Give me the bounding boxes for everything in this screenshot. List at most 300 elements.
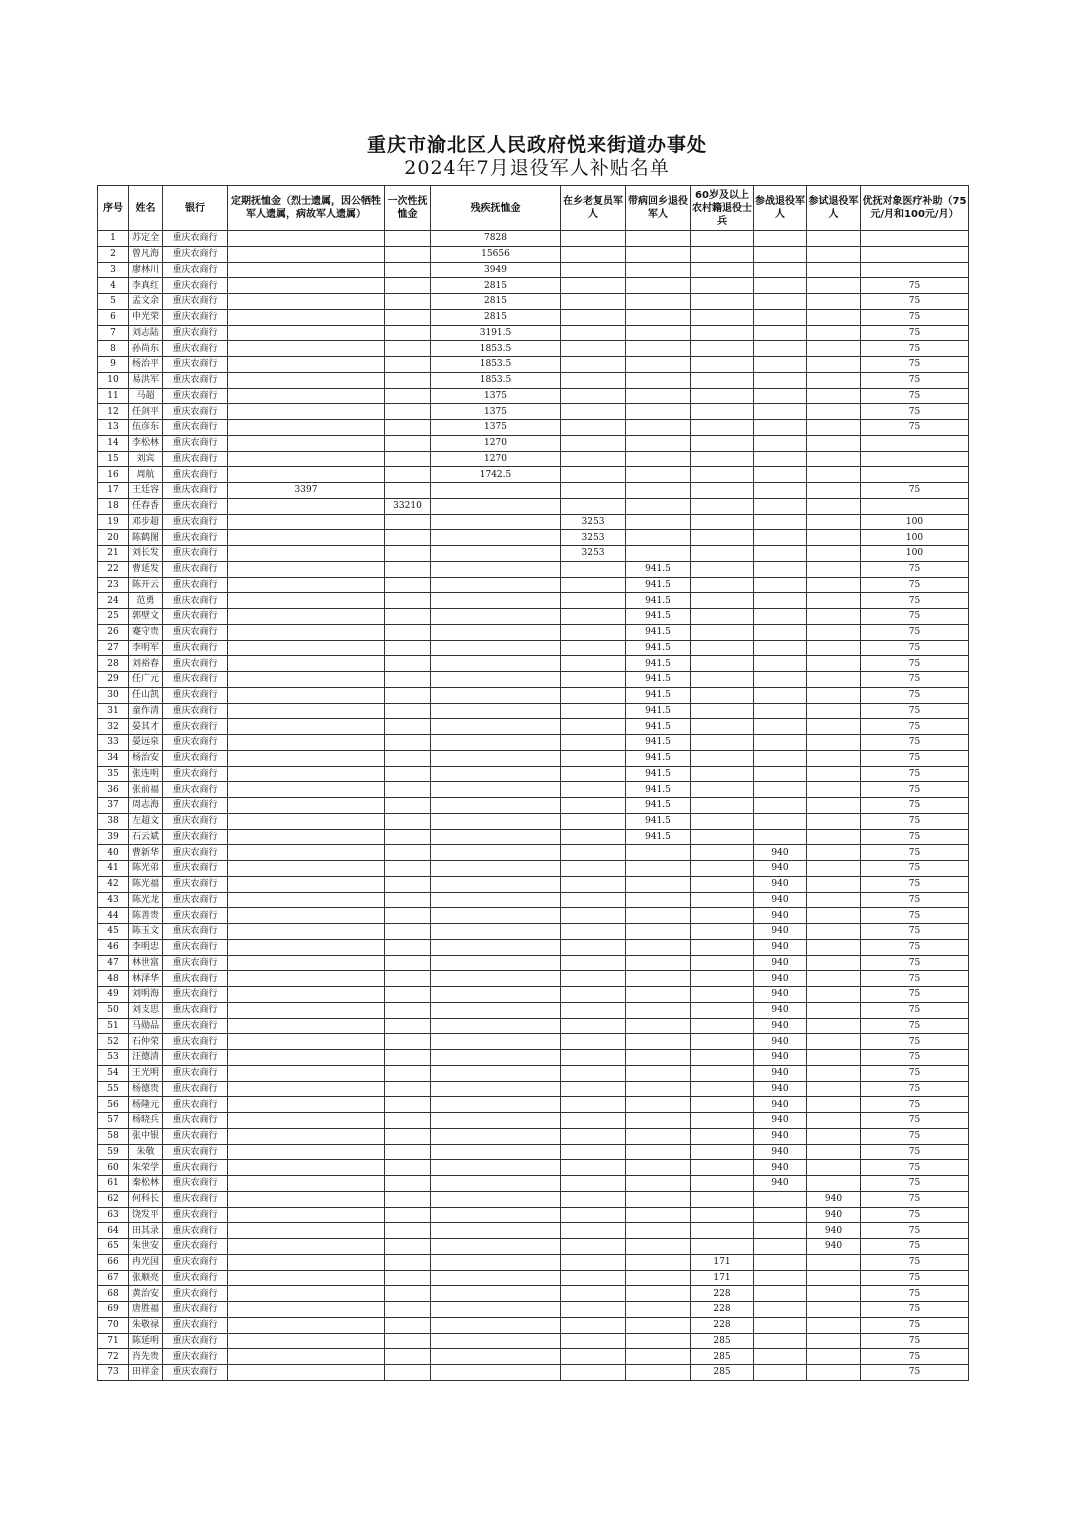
cell-medical-subsidy: 75 [861, 1144, 969, 1160]
cell-rural-veteran [561, 357, 626, 373]
cell-test-veteran [807, 987, 861, 1003]
cell-lump-sum-pension [385, 1176, 431, 1192]
cell-name: 陈光龙 [129, 892, 163, 908]
cell-bank: 重庆农商行 [163, 624, 228, 640]
cell-test-veteran [807, 231, 861, 247]
cell-disability-pension [431, 593, 561, 609]
table-row [98, 1097, 969, 1113]
table-row [98, 1191, 969, 1207]
cell-disability-pension [431, 640, 561, 656]
cell-disability-pension [431, 1113, 561, 1129]
cell-periodic-pension [228, 262, 385, 278]
cell-bank: 重庆农商行 [163, 719, 228, 735]
cell-medical-subsidy [861, 467, 969, 483]
cell-medical-subsidy: 75 [861, 861, 969, 877]
cell-combat-veteran: 940 [754, 876, 807, 892]
cell-illness-veteran [626, 451, 691, 467]
cell-bank: 重庆农商行 [163, 1365, 228, 1381]
cell-index: 69 [98, 1302, 129, 1318]
header-cell: 姓名 [129, 186, 163, 231]
cell-medical-subsidy: 75 [861, 640, 969, 656]
cell-illness-veteran [626, 514, 691, 530]
table-row [98, 278, 969, 294]
cell-name: 朱世安 [129, 1239, 163, 1255]
cell-bank: 重庆农商行 [163, 1144, 228, 1160]
table-row [98, 703, 969, 719]
table-row [98, 987, 969, 1003]
cell-combat-veteran [754, 420, 807, 436]
cell-disability-pension [431, 1097, 561, 1113]
cell-illness-veteran [626, 1002, 691, 1018]
cell-illness-veteran [626, 987, 691, 1003]
cell-test-veteran [807, 1081, 861, 1097]
cell-index: 51 [98, 1018, 129, 1034]
cell-rural-veteran [561, 1018, 626, 1034]
cell-name: 石云斌 [129, 829, 163, 845]
cell-bank: 重庆农商行 [163, 593, 228, 609]
cell-disability-pension [431, 1333, 561, 1349]
cell-index: 10 [98, 372, 129, 388]
cell-name: 周志海 [129, 798, 163, 814]
cell-combat-veteran: 940 [754, 1034, 807, 1050]
cell-rural-veteran [561, 766, 626, 782]
cell-test-veteran [807, 1018, 861, 1034]
cell-lump-sum-pension [385, 1349, 431, 1365]
cell-test-veteran: 940 [807, 1191, 861, 1207]
cell-periodic-pension [228, 546, 385, 562]
cell-illness-veteran [626, 483, 691, 499]
cell-index: 29 [98, 672, 129, 688]
subsidy-table [97, 185, 969, 1381]
cell-medical-subsidy: 75 [861, 829, 969, 845]
cell-index: 26 [98, 624, 129, 640]
cell-periodic-pension [228, 703, 385, 719]
cell-rural-veteran [561, 341, 626, 357]
cell-periodic-pension [228, 813, 385, 829]
cell-test-veteran [807, 420, 861, 436]
cell-name: 曹新华 [129, 845, 163, 861]
cell-lump-sum-pension [385, 892, 431, 908]
cell-periodic-pension [228, 435, 385, 451]
cell-periodic-pension [228, 656, 385, 672]
cell-index: 52 [98, 1034, 129, 1050]
cell-name: 朱荣学 [129, 1160, 163, 1176]
cell-rural-veteran [561, 987, 626, 1003]
cell-rural-veteran [561, 231, 626, 247]
cell-periodic-pension [228, 1050, 385, 1066]
cell-rural-veteran [561, 262, 626, 278]
cell-illness-veteran [626, 1239, 691, 1255]
cell-illness-veteran [626, 262, 691, 278]
cell-rural-soldier-60plus [691, 687, 754, 703]
cell-index: 38 [98, 813, 129, 829]
cell-illness-veteran [626, 1128, 691, 1144]
table-row [98, 483, 969, 499]
table-row [98, 593, 969, 609]
cell-index: 34 [98, 750, 129, 766]
cell-lump-sum-pension [385, 1081, 431, 1097]
cell-bank: 重庆农商行 [163, 1223, 228, 1239]
cell-bank: 重庆农商行 [163, 1191, 228, 1207]
cell-periodic-pension [228, 1097, 385, 1113]
cell-periodic-pension [228, 1191, 385, 1207]
cell-rural-soldier-60plus [691, 1018, 754, 1034]
cell-disability-pension: 15656 [431, 246, 561, 262]
cell-rural-soldier-60plus [691, 530, 754, 546]
cell-lump-sum-pension [385, 278, 431, 294]
cell-illness-veteran [626, 1176, 691, 1192]
cell-rural-soldier-60plus [691, 278, 754, 294]
cell-disability-pension [431, 1317, 561, 1333]
cell-rural-veteran [561, 1349, 626, 1365]
cell-periodic-pension [228, 372, 385, 388]
cell-test-veteran [807, 372, 861, 388]
cell-illness-veteran: 941.5 [626, 766, 691, 782]
cell-index: 40 [98, 845, 129, 861]
cell-illness-veteran [626, 309, 691, 325]
cell-lump-sum-pension [385, 246, 431, 262]
cell-lump-sum-pension: 33210 [385, 498, 431, 514]
cell-name: 伍彦东 [129, 420, 163, 436]
cell-periodic-pension [228, 1302, 385, 1318]
cell-medical-subsidy: 75 [861, 924, 969, 940]
cell-rural-soldier-60plus: 171 [691, 1270, 754, 1286]
cell-test-veteran [807, 1050, 861, 1066]
cell-periodic-pension [228, 1144, 385, 1160]
cell-name: 刘长发 [129, 546, 163, 562]
cell-disability-pension [431, 1002, 561, 1018]
cell-rural-soldier-60plus: 285 [691, 1333, 754, 1349]
cell-illness-veteran [626, 404, 691, 420]
cell-combat-veteran [754, 829, 807, 845]
cell-bank: 重庆农商行 [163, 876, 228, 892]
cell-lump-sum-pension [385, 325, 431, 341]
cell-lump-sum-pension [385, 908, 431, 924]
cell-index: 9 [98, 357, 129, 373]
cell-illness-veteran [626, 467, 691, 483]
cell-rural-soldier-60plus [691, 1034, 754, 1050]
cell-periodic-pension [228, 687, 385, 703]
cell-disability-pension [431, 703, 561, 719]
cell-periodic-pension [228, 1034, 385, 1050]
cell-medical-subsidy: 75 [861, 325, 969, 341]
cell-rural-veteran [561, 703, 626, 719]
cell-lump-sum-pension [385, 955, 431, 971]
cell-index: 30 [98, 687, 129, 703]
cell-index: 37 [98, 798, 129, 814]
cell-periodic-pension [228, 514, 385, 530]
cell-rural-soldier-60plus [691, 467, 754, 483]
cell-index: 68 [98, 1286, 129, 1302]
cell-name: 马超 [129, 388, 163, 404]
cell-medical-subsidy: 75 [861, 1317, 969, 1333]
cell-bank: 重庆农商行 [163, 1050, 228, 1066]
cell-test-veteran [807, 325, 861, 341]
cell-bank: 重庆农商行 [163, 845, 228, 861]
cell-combat-veteran: 940 [754, 861, 807, 877]
cell-periodic-pension: 3397 [228, 483, 385, 499]
cell-name: 廖林川 [129, 262, 163, 278]
cell-combat-veteran [754, 1317, 807, 1333]
header-cell: 60岁及以上农村籍退役士兵 [691, 186, 754, 231]
cell-periodic-pension [228, 1160, 385, 1176]
cell-illness-veteran [626, 1317, 691, 1333]
cell-bank: 重庆农商行 [163, 325, 228, 341]
cell-rural-veteran [561, 1317, 626, 1333]
cell-name: 王廷容 [129, 483, 163, 499]
cell-lump-sum-pension [385, 294, 431, 310]
cell-name: 杨晓兵 [129, 1113, 163, 1129]
cell-rural-veteran [561, 498, 626, 514]
cell-lump-sum-pension [385, 420, 431, 436]
cell-combat-veteran [754, 1191, 807, 1207]
cell-bank: 重庆农商行 [163, 404, 228, 420]
cell-rural-veteran [561, 246, 626, 262]
cell-index: 35 [98, 766, 129, 782]
cell-rural-veteran [561, 1333, 626, 1349]
cell-name: 孙尚东 [129, 341, 163, 357]
cell-illness-veteran: 941.5 [626, 829, 691, 845]
cell-rural-soldier-60plus [691, 955, 754, 971]
cell-medical-subsidy: 75 [861, 1081, 969, 1097]
cell-name: 秦松林 [129, 1176, 163, 1192]
cell-lump-sum-pension [385, 451, 431, 467]
cell-rural-soldier-60plus [691, 451, 754, 467]
cell-test-veteran [807, 939, 861, 955]
cell-name: 杨治安 [129, 750, 163, 766]
table-row [98, 876, 969, 892]
cell-illness-veteran [626, 278, 691, 294]
cell-lump-sum-pension [385, 798, 431, 814]
table-row [98, 1254, 969, 1270]
cell-lump-sum-pension [385, 750, 431, 766]
cell-bank: 重庆农商行 [163, 750, 228, 766]
cell-name: 任广元 [129, 672, 163, 688]
cell-periodic-pension [228, 498, 385, 514]
cell-index: 7 [98, 325, 129, 341]
cell-test-veteran [807, 1365, 861, 1381]
cell-rural-soldier-60plus [691, 325, 754, 341]
cell-name: 曾凡海 [129, 246, 163, 262]
cell-rural-veteran [561, 813, 626, 829]
cell-disability-pension [431, 656, 561, 672]
cell-combat-veteran [754, 546, 807, 562]
cell-medical-subsidy: 75 [861, 561, 969, 577]
cell-periodic-pension [228, 798, 385, 814]
cell-rural-soldier-60plus: 171 [691, 1254, 754, 1270]
cell-lump-sum-pension [385, 1333, 431, 1349]
cell-illness-veteran [626, 357, 691, 373]
cell-combat-veteran [754, 309, 807, 325]
cell-lump-sum-pension [385, 813, 431, 829]
cell-combat-veteran [754, 1349, 807, 1365]
cell-test-veteran [807, 341, 861, 357]
table-row [98, 1286, 969, 1302]
cell-illness-veteran: 941.5 [626, 577, 691, 593]
cell-medical-subsidy: 75 [861, 1223, 969, 1239]
header-cell: 序号 [98, 186, 129, 231]
cell-disability-pension [431, 1349, 561, 1365]
cell-combat-veteran [754, 703, 807, 719]
cell-test-veteran [807, 955, 861, 971]
cell-bank: 重庆农商行 [163, 388, 228, 404]
cell-disability-pension: 2815 [431, 278, 561, 294]
cell-bank: 重庆农商行 [163, 246, 228, 262]
cell-rural-veteran [561, 1097, 626, 1113]
cell-lump-sum-pension [385, 1113, 431, 1129]
header-cell: 优抚对象医疗补助（75元/月和100元/月） [861, 186, 969, 231]
table-row [98, 798, 969, 814]
cell-medical-subsidy: 75 [861, 1128, 969, 1144]
cell-test-veteran [807, 813, 861, 829]
cell-illness-veteran [626, 971, 691, 987]
cell-lump-sum-pension [385, 262, 431, 278]
document-subtitle: 2024年7月退役军人补贴名单 [404, 157, 670, 179]
document-title: 重庆市渝北区人民政府悦来街道办事处 [366, 134, 707, 156]
table-row [98, 1034, 969, 1050]
cell-index: 4 [98, 278, 129, 294]
cell-lump-sum-pension [385, 1239, 431, 1255]
table-row [98, 609, 969, 625]
cell-test-veteran [807, 908, 861, 924]
cell-medical-subsidy: 75 [861, 1302, 969, 1318]
cell-index: 41 [98, 861, 129, 877]
cell-medical-subsidy: 75 [861, 1050, 969, 1066]
cell-periodic-pension [228, 1270, 385, 1286]
cell-bank: 重庆农商行 [163, 1128, 228, 1144]
cell-disability-pension [431, 719, 561, 735]
cell-periodic-pension [228, 420, 385, 436]
cell-name: 张中银 [129, 1128, 163, 1144]
table-row [98, 404, 969, 420]
cell-combat-veteran [754, 467, 807, 483]
cell-illness-veteran [626, 341, 691, 357]
cell-disability-pension [431, 1160, 561, 1176]
cell-name: 杨隆元 [129, 1097, 163, 1113]
table-row [98, 1065, 969, 1081]
cell-rural-soldier-60plus [691, 309, 754, 325]
table-row [98, 640, 969, 656]
table-row [98, 325, 969, 341]
cell-test-veteran [807, 1128, 861, 1144]
cell-lump-sum-pension [385, 1365, 431, 1381]
cell-lump-sum-pension [385, 971, 431, 987]
cell-index: 13 [98, 420, 129, 436]
cell-lump-sum-pension [385, 766, 431, 782]
cell-periodic-pension [228, 357, 385, 373]
cell-periodic-pension [228, 735, 385, 751]
table-row [98, 1018, 969, 1034]
cell-medical-subsidy: 75 [861, 687, 969, 703]
cell-index: 3 [98, 262, 129, 278]
cell-disability-pension: 1853.5 [431, 357, 561, 373]
cell-rural-soldier-60plus [691, 892, 754, 908]
header-cell: 残疾抚恤金 [431, 186, 561, 231]
cell-test-veteran [807, 1176, 861, 1192]
cell-lump-sum-pension [385, 341, 431, 357]
cell-rural-veteran [561, 735, 626, 751]
cell-name: 杨治平 [129, 357, 163, 373]
cell-name: 杨德贵 [129, 1081, 163, 1097]
cell-lump-sum-pension [385, 231, 431, 247]
cell-rural-veteran [561, 1034, 626, 1050]
cell-test-veteran [807, 1302, 861, 1318]
cell-rural-veteran [561, 624, 626, 640]
cell-rural-veteran [561, 1365, 626, 1381]
cell-disability-pension [431, 1286, 561, 1302]
cell-medical-subsidy: 75 [861, 388, 969, 404]
cell-bank: 重庆农商行 [163, 514, 228, 530]
cell-lump-sum-pension [385, 435, 431, 451]
cell-name: 陈玉文 [129, 924, 163, 940]
cell-index: 11 [98, 388, 129, 404]
cell-test-veteran [807, 451, 861, 467]
cell-index: 64 [98, 1223, 129, 1239]
cell-bank: 重庆农商行 [163, 813, 228, 829]
cell-medical-subsidy: 75 [861, 1065, 969, 1081]
cell-lump-sum-pension [385, 388, 431, 404]
cell-rural-soldier-60plus [691, 861, 754, 877]
cell-lump-sum-pension [385, 861, 431, 877]
cell-name: 朱敬禄 [129, 1317, 163, 1333]
cell-combat-veteran [754, 719, 807, 735]
table-row [98, 1239, 969, 1255]
cell-combat-veteran [754, 231, 807, 247]
cell-lump-sum-pension [385, 1018, 431, 1034]
cell-rural-veteran [561, 971, 626, 987]
cell-disability-pension [431, 782, 561, 798]
cell-rural-veteran [561, 1270, 626, 1286]
table-row [98, 719, 969, 735]
cell-rural-soldier-60plus [691, 609, 754, 625]
cell-rural-veteran [561, 294, 626, 310]
cell-rural-soldier-60plus [691, 435, 754, 451]
cell-name: 陈光弟 [129, 861, 163, 877]
cell-bank: 重庆农商行 [163, 1286, 228, 1302]
table-row [98, 908, 969, 924]
cell-periodic-pension [228, 750, 385, 766]
cell-test-veteran [807, 467, 861, 483]
cell-name: 任山凯 [129, 687, 163, 703]
cell-rural-soldier-60plus [691, 798, 754, 814]
cell-rural-soldier-60plus [691, 640, 754, 656]
cell-test-veteran [807, 1002, 861, 1018]
table-row [98, 1333, 969, 1349]
cell-periodic-pension [228, 246, 385, 262]
cell-bank: 重庆农商行 [163, 735, 228, 751]
cell-illness-veteran [626, 498, 691, 514]
cell-medical-subsidy: 75 [861, 971, 969, 987]
cell-illness-veteran [626, 420, 691, 436]
cell-lump-sum-pension [385, 656, 431, 672]
cell-index: 57 [98, 1113, 129, 1129]
cell-name: 范勇 [129, 593, 163, 609]
cell-rural-veteran: 3253 [561, 514, 626, 530]
cell-index: 45 [98, 924, 129, 940]
cell-illness-veteran: 941.5 [626, 624, 691, 640]
table-row [98, 735, 969, 751]
cell-name: 王光明 [129, 1065, 163, 1081]
cell-test-veteran [807, 624, 861, 640]
cell-test-veteran [807, 735, 861, 751]
cell-bank: 重庆农商行 [163, 262, 228, 278]
cell-rural-veteran [561, 861, 626, 877]
cell-lump-sum-pension [385, 357, 431, 373]
cell-rural-soldier-60plus [691, 514, 754, 530]
cell-rural-veteran [561, 782, 626, 798]
cell-name: 陈光福 [129, 876, 163, 892]
cell-periodic-pension [228, 829, 385, 845]
